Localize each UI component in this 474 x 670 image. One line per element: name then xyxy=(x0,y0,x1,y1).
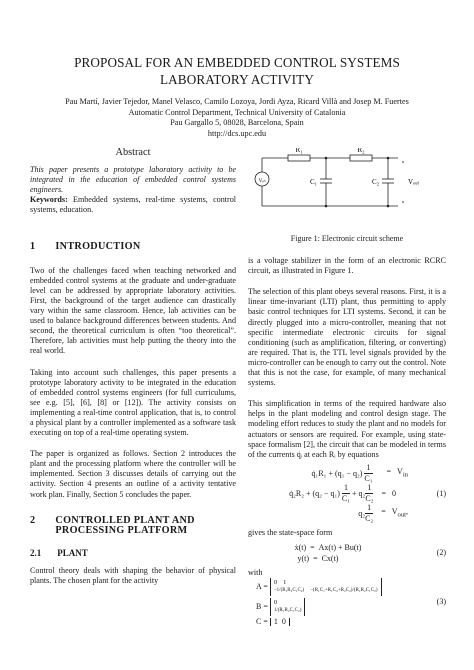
intro-paragraph-3: The paper is organized as follows. Section 2 introduces the plant and the processing platform where the controller will be implemented. Section 3 discusses details of carrying out the activity. Section 4 presents an outline of a activity tentative work plan. Finally, Section 5 concludes the paper. xyxy=(30,449,236,499)
subsection-number: 2.1 xyxy=(30,547,42,558)
label-c1: C₁ xyxy=(310,178,318,186)
plant-paragraph-continued: is a voltage stabilizer in the form of an electronic RCRC circuit, as illustrated in Figure 1. xyxy=(248,256,446,276)
equation-2: ẋ(t) = Ax(t) + Bu(t) y(t) = Cx(t) (2) xyxy=(294,542,446,563)
state-space-intro: gives the state-space form xyxy=(248,527,333,537)
section-number: 2 xyxy=(30,514,36,526)
intro-paragraph-2: Taking into account such challenges, this paper presents a prototype laboratory activity to be integrated in the education of embedded control systems engineers (for full curriculums, see e.g. [5], [6], [8] or [12]). The activity consists on implementing a real-time control application, that is, to control a physical plant by a controller implemented as a software task executing on top of a real-time operating system. xyxy=(30,367,236,438)
resistor-r1-icon xyxy=(288,155,310,161)
author-address: Pau Gargallo 5, 08028, Barcelona, Spain xyxy=(170,118,304,128)
subsection-title: PLANT xyxy=(57,547,88,558)
equation-3-number: (3) xyxy=(436,596,446,606)
subsection-heading xyxy=(30,548,236,558)
label-r2: R₂ xyxy=(357,148,365,154)
figure-caption: Figure 1: Electronic circuit scheme xyxy=(290,234,404,243)
author-names: Pau Martí, Javier Tejedor, Manel Velasco, Camilo Lozoya, Jordi Ayza, Ricard Villà and Josep M. Fuertes xyxy=(65,97,409,106)
section-heading-2 xyxy=(30,516,236,536)
abstract-heading: Abstract xyxy=(115,147,151,158)
section-title-line-1: CONTROLLED PLANT AND xyxy=(55,514,195,526)
section-title xyxy=(55,516,194,536)
label-c2: C₂ xyxy=(372,178,380,186)
equation-1-number: (1) xyxy=(436,488,446,498)
keywords xyxy=(30,195,236,215)
label-vin: Vᵢₙ xyxy=(258,178,266,184)
label-vout: Vₒᵤₜ xyxy=(408,178,420,186)
equation-1: q̇₁R₁ + (q₁ − q₂) $\frac{1}{\text{C₁}}$ = $V_{in}$ q̇₂R₂ + (q₂ − q₁) $\frac{1}{\text{C₁}}$ + q₂ $\frac{1}{\text{C₂}}$ = 0 q₂ $\frac{1}{\text{C₂}}$ = $V_{out}$, (1) xyxy=(289,463,446,524)
title-line-2: LABORATORY ACTIVITY xyxy=(160,72,314,87)
author-block xyxy=(0,97,474,139)
circuit-diagram xyxy=(248,148,446,228)
right-column xyxy=(248,148,446,626)
section-heading-1 xyxy=(30,242,236,252)
keywords-text: Embedded systems, real-time systems, control systems, education. xyxy=(30,195,236,215)
plant-paragraph: Control theory deals with shaping the behavior of physical plants. The chosen plant for the activity xyxy=(30,565,236,585)
section-number: 1 xyxy=(30,240,36,252)
resistor-r2-icon xyxy=(350,155,372,161)
paper-title xyxy=(0,54,474,88)
left-column xyxy=(30,148,236,586)
equation-3: A = 0 1 −1/(R₁R₂C₁C₂) −(R₁C₁+R₁C₂+R₂C₂)/(R₁R₂C₁C₂) B = 0 1/(R₁R₂C₁C₂) C = 1 0 (3) xyxy=(256,578,446,626)
equation-2-number: (2) xyxy=(436,547,446,557)
keywords-label: Keywords: xyxy=(30,195,68,205)
author-department: Automatic Control Department, Technical University of Catalonia xyxy=(128,107,346,117)
author-url[interactable]: http://dcs.upc.edu xyxy=(207,128,267,138)
abstract-text: This paper presents a prototype laboratory activity to be integrated in the education of embedded control systems engineers. xyxy=(30,165,236,195)
reasons-paragraph: The selection of this plant obeys several reasons. First, it is a linear time-invariant (LTI) plant, thus permitting to apply basic control techniques for LTI systems. Second, it can be directly plugged into a micro-controller, meaning that not specific intermediate electronic circuits for signal conditioning (such as amplification, filtering, or converting) are required. That is, the TTL level signals provided by the micro-controller can be enough to carry out the control. Note that this is not the case, for example, of many mechanical systems. xyxy=(248,287,446,388)
title-line-1: PROPOSAL FOR AN EMBEDDED CONTROL SYSTEMS xyxy=(74,55,400,70)
label-r1: R₁ xyxy=(295,148,303,154)
with-word: with xyxy=(248,567,263,577)
intro-paragraph-1: Two of the challenges faced when teaching networked and embedded control systems at the graduate and under-graduate level can be addressed by appropriate laboratory activities. First, the background of the target audience can drastically vary within the same classroom. Hence, lab activities can be used to balance background differences between students. And second, the theoretical curriculum is often “too theoretical”. Therefore, lab activities must help putting the theory into the real world. xyxy=(30,265,236,356)
section-title-line-2: PROCESSING PLATFORM xyxy=(55,524,188,536)
section-title: INTRODUCTION xyxy=(55,240,141,252)
modeling-paragraph: This simplification in terms of the required hardware also helps in the plant modeling and control design stage. The modeling effort reduces to study the plant and no models for actuators or sensors are required. For example, using state-space formalism [2], the circuit that can be modeled in terms of the currents q̇ᵢ at each Rᵢ by equations xyxy=(248,399,446,459)
